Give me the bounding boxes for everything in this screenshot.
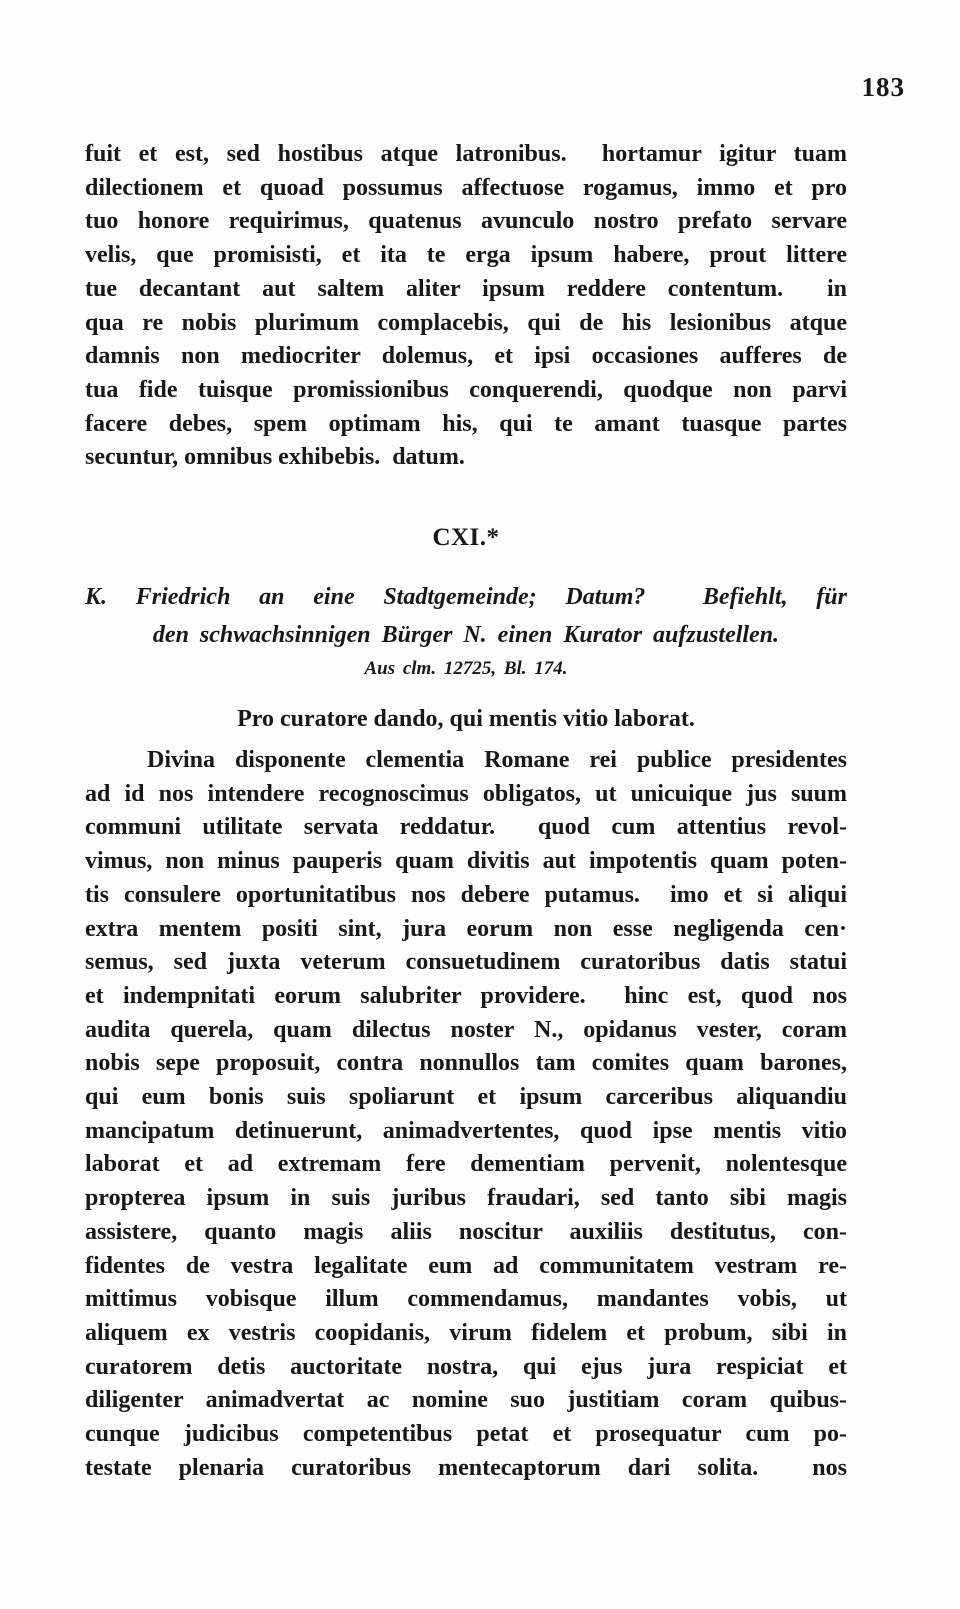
text-line: fuit et est, sed hostibus atque latronibus. hortamur igitur tuam <box>85 141 847 167</box>
text-line: tue decantant aut saltem aliter ipsum reddere contentum. in <box>85 275 847 302</box>
text-line: diligenter animadvertat ac nomine suo justitiam coram quibus- <box>85 1387 847 1414</box>
text-line: secuntur, omnibus exhibebis. datum. <box>85 444 465 471</box>
text-line: mittimus vobisque illum commendamus, mandantes vobis, ut <box>85 1286 847 1313</box>
text-line: propterea ipsum in suis juribus fraudari, sed tanto sibi magis <box>85 1185 847 1212</box>
text-line: den schwachsinnigen Bürger N. einen Kurator aufzustellen. <box>152 622 780 648</box>
text-line: vimus, non minus pauperis quam divitis aut impotentis quam poten- <box>85 848 847 875</box>
text-line: K. Friedrich an eine Stadtgemeinde; Datum? Befiehlt, für <box>85 584 847 610</box>
text-line: velis, que promisisti, et ita te erga ipsum habere, prout littere <box>85 242 847 269</box>
text-line: damnis non mediocriter dolemus, et ipsi occasiones aufferes de <box>85 343 847 370</box>
text-line: facere debes, spem optimam his, qui te amant tuasque partes <box>85 410 847 437</box>
text-line: curatorem detis auctoritate nostra, qui ejus jura respiciat et <box>85 1353 847 1380</box>
section-heading: CXI.* <box>432 524 500 551</box>
manuscript-source-line: Aus clm. 12725, Bl. 174. <box>364 658 568 679</box>
text-line: communi utilitate servata reddatur. quod cum attentius revol- <box>85 814 847 841</box>
text-line: et indempnitati eorum salubriter providere. hinc est, quod nos <box>85 982 847 1009</box>
text-line: aliquem ex vestris coopidanis, virum fidelem et probum, sibi in <box>85 1319 847 1346</box>
text-line: fidentes de vestra legalitate eum ad communitatem vestram re- <box>85 1252 847 1279</box>
text-line: extra mentem positi sint, jura eorum non esse negligenda cen· <box>85 915 847 942</box>
text-line: testate plenaria curatoribus mentecaptorum dari solita. nos <box>85 1454 847 1481</box>
text-line: dilectionem et quoad possumus affectuose rogamus, immo et pro <box>85 174 847 201</box>
section-summary <box>85 578 847 654</box>
document-body <box>85 744 847 1485</box>
text-line: nobis sepe proposuit, contra nonnullos tam comites quam barones, <box>85 1050 847 1077</box>
page-number: 183 <box>861 72 905 102</box>
text-line: semus, sed juxta veterum consuetudinem curatoribus datis statui <box>85 949 847 976</box>
text-line: tuo honore requirimus, quatenus avunculo nostro prefato servare <box>85 208 847 235</box>
text-line: cunque judicibus competentibus petat et prosequatur cum po- <box>85 1421 847 1448</box>
paragraph-continued-from-previous-page <box>85 138 847 475</box>
text-line: audita querela, quam dilectus noster N., opidanus vester, coram <box>85 1016 847 1043</box>
document-subtitle: Pro curatore dando, qui mentis vitio laborat. <box>237 706 695 732</box>
text-line: laborat et ad extremam fere dementiam pervenit, nolentesque <box>85 1151 847 1178</box>
text-line: tis consulere oportunitatibus nos debere putamus. imo et si aliqui <box>85 881 847 908</box>
text-line: ad id nos intendere recognoscimus obligatos, ut unicuique jus suum <box>85 780 847 807</box>
text-line: mancipatum detinuerunt, animadvertentes, quod ipse mentis vitio <box>85 1117 847 1144</box>
text-line: tua fide tuisque promissionibus conquerendi, quodque non parvi <box>85 376 847 403</box>
text-line: Divina disponente clementia Romane rei publice presidentes <box>147 747 847 773</box>
text-line: qui eum bonis suis spoliarunt et ipsum carceribus aliquandiu <box>85 1084 847 1111</box>
text-line: assistere, quanto magis aliis noscitur auxiliis destitutus, con- <box>85 1218 847 1245</box>
text-line: qua re nobis plurimum complacebis, qui de his lesionibus atque <box>85 309 847 336</box>
